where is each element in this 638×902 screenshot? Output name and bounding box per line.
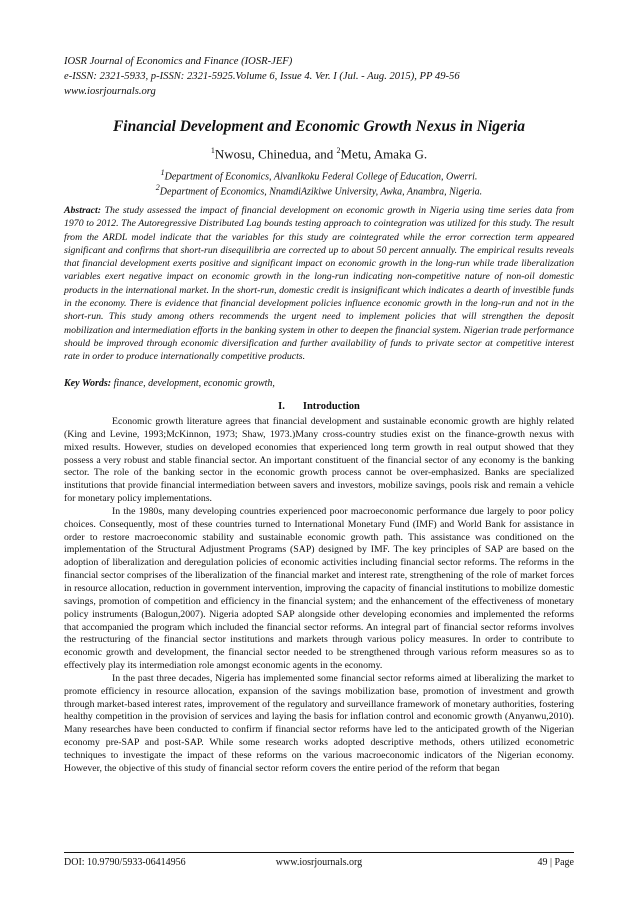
body-text bbox=[64, 416, 574, 776]
affil1-text: Department of Economics, AlvanIkoku Federal College of Education, Owerri. bbox=[164, 171, 478, 183]
footer-page-number: 49 | Page bbox=[537, 857, 574, 868]
affiliation-1 bbox=[64, 168, 574, 182]
section-title: Introduction bbox=[302, 401, 360, 412]
journal-header bbox=[64, 54, 574, 99]
footer-divider bbox=[64, 852, 574, 853]
journal-name: IOSR Journal of Economics and Finance (IOSR-JEF) bbox=[64, 56, 293, 67]
section-heading bbox=[64, 401, 574, 412]
author2-name: Metu, Amaka G. bbox=[340, 146, 428, 162]
author1-sup: 1 bbox=[210, 146, 215, 155]
issn-line: e-ISSN: 2321-5933, p-ISSN: 2321-5925.Volume 6, Issue 4. Ver. I (Jul. - Aug. 2015), PP 49-56 bbox=[64, 71, 460, 82]
paragraph-1: Economic growth literature agrees that financial development and sustainable economic growth are highly related (King and Levine, 1993;McKinnon, 1973; Shaw, 1973.)Many cross-country studies exist on the finance-growth nexus with mixed results. However, studies on developed economies that experienced long term growth in real output showed that they possess a very robust and stable financial sector. An important constituent of the financial sector of any economy is the banking sector. The role of the banking sector in the economic growth process cannot be over-emphasized. Banks are specialized institutions that provide financial intermediation between savers and investors, mobilize savings, pools risk and remain a vehicle for monetary policy implementations. bbox=[64, 416, 574, 505]
author-line bbox=[64, 146, 574, 162]
section-number: I. bbox=[278, 401, 285, 412]
paragraph-3: In the past three decades, Nigeria has implemented some financial sector reforms aimed at liberalizing the market to promote efficiency in resource allocation, expansion of the savings mobilization base, promotion of investment and growth through market-based interest rates, improvement of the regulatory and surveillance framework of monetary authorities, fostering healthy competition in the provision of services and laying the basis for inflation control and economic growth (Anyanwu,2010). Many researches have been conducted to confirm if financial sector reforms have led to the anticipated growth of the Nigerian economy pre-SAP and post-SAP. While some research works adopted descriptive methods, others utilized econometric techniques to investigate the impact of these reforms on the various macroeconomic indicators of the Nigerian economy. However, the objective of this study of financial sector reform covers the entire period of the reform that began bbox=[64, 672, 574, 774]
abstract-text: The study assessed the impact of financial development on economic growth in Nigeria using time series data from 1970 to 2012. The Autoregressive Distributed Lag bounds testing approach to cointegration was utilized for this study. The result from the ARDL model indicate that the variables for this study are cointegrated while the error correction term appeared significant and confirms that short-run disequilibria are corrected up to about 50 percent annually. The empirical results reveals that financial development exerts positive and significant impact on economic growth in the long-run while trade liberalization variables exert negative impact on economic growth in the long-run indicating non-competitive nature of non-oil domestic products in the international market. In the short-run, domestic credit is insignificant which indicates a dearth of investible funds in the economy. There is evidence that financial development policies influence economic growth in the long-run and not in the short-run. This study among others recommends the urgent need to implement policies that will strengthen the deposit mobilization and intermediation efforts in the banking system in other to deepen the financial system. Nigerian trade performance should be improved through economic diversification and further availability of funds to private sector at competitive interest rate in order to produce internationally competitive products. bbox=[64, 205, 574, 363]
affil2-sup: 2 bbox=[155, 183, 160, 192]
footer-website: www.iosrjournals.org bbox=[275, 857, 363, 868]
journal-website: www.iosrjournals.org bbox=[64, 86, 156, 97]
abstract bbox=[64, 204, 574, 364]
author1-name: Nwosu, Chinedua, and bbox=[214, 146, 337, 162]
paper-title: Financial Development and Economic Growth Nexus in Nigeria bbox=[112, 118, 526, 135]
affil2-text: Department of Economics, NnamdiAzikiwe University, Awka, Anambra, Nigeria. bbox=[159, 186, 483, 198]
abstract-label: Abstract: bbox=[64, 205, 102, 216]
paragraph-2: In the 1980s, many developing countries experienced poor macroeconomic performance due largely to poor policy choices. Consequently, most of these countries turned to International Monetary Fund (IMF) and World Bank for assistance in order to restore macroeconomic stability and sustainable economic growth path. This assistance was conditioned on the implementation of the Structural Adjustment Programs (SAP) designed by IMF. The key principles of SAP are based on the adoption of liberalization and deregulation policies of economic activities including financial sector reforms. The reforms in the financial sector comprises of the liberalization of the financial market and interest rate, strengthening of the role of market forces in resource allocation, reduction in government intervention, improving the capacity of financial institutions to mobilize domestic savings, promotion of competition and efficiency in the financial system; and the enhancement of the effectiveness of monetary policy instruments (Balogun,2007). Nigeria adopted SAP alongside other developing economies and implemented the reforms that accompanied the program which included the financial sector reforms. An integral part of financial sector reforms involves the restructuring of the financial sector institutions and markets through various policy measures. In order to contribute to economic growth and development, the financial sector needed to be strengthened through various reform measures so as to effectively play its intermediation role amongst economic agents in the economy. bbox=[64, 505, 574, 672]
author2-sup: 2 bbox=[336, 146, 341, 155]
footer-doi: DOI: 10.9790/5933-06414956 bbox=[64, 857, 186, 868]
keywords bbox=[64, 378, 574, 389]
keywords-text: finance, development, economic growth, bbox=[111, 378, 275, 389]
keywords-label: Key Words: bbox=[64, 378, 112, 389]
affil1-sup: 1 bbox=[160, 168, 165, 177]
affiliation-2 bbox=[64, 183, 574, 197]
